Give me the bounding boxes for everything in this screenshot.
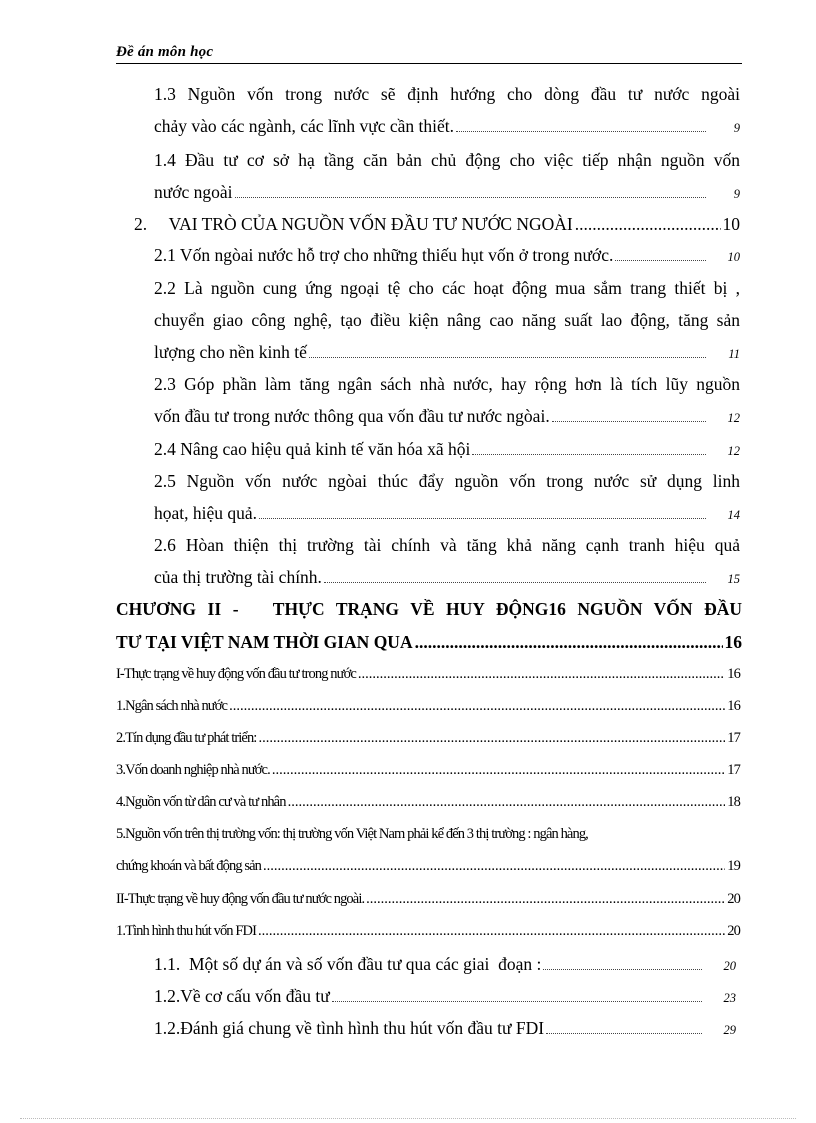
dot-leader [575, 216, 721, 234]
dot-leader [258, 924, 725, 939]
page-number: 17 [727, 762, 740, 778]
page-number: 11 [728, 347, 740, 361]
toc-entry-text: 1.Ngân sách nhà nước [116, 698, 228, 714]
toc-entry-text: chuyển giao công nghệ, tạo điều kiện nâng cao năng suất lao động, tăng sản [154, 310, 740, 330]
dot-leader [259, 517, 706, 519]
dot-leader [324, 581, 706, 583]
page-number: 9 [733, 187, 740, 201]
toc-entry-I-5-line1[interactable] [116, 827, 740, 842]
toc-entry-text: 1.Tình hình thu hút vốn FDI [116, 923, 257, 939]
toc-entry-text: 2.3 Góp phần làm tăng ngân sách nhà nước, hay rộng hơn là tích lũy nguồn [154, 374, 740, 394]
page-number: 12 [727, 444, 740, 458]
page-number: 14 [727, 508, 740, 522]
toc-entry-2-3-line1[interactable] [154, 376, 740, 394]
toc-entry-2-3-line2[interactable] [154, 408, 740, 426]
toc-entry-text: 2. VAI TRÒ CỦA NGUỒN VỐN ĐẦU TƯ NƯỚC NGOÀI [134, 214, 573, 234]
toc-chapter-2-line1[interactable] [116, 601, 742, 619]
toc-entry-II[interactable] [116, 892, 740, 907]
toc-entry-text: lượng cho nền kinh tế [154, 342, 307, 362]
page-header [116, 44, 742, 64]
toc-entry-II-1-3[interactable] [154, 1020, 736, 1038]
toc-entry-1-3-line2[interactable] [154, 118, 740, 136]
page-number: 9 [733, 121, 740, 135]
page-bottom-edge [20, 1118, 796, 1119]
toc-entry-1-3-line1[interactable] [154, 86, 740, 104]
toc-entry-1-4-line1[interactable] [154, 152, 740, 170]
toc-entry-text: I-Thực trạng về huy động vốn đầu tư trong nước [116, 666, 356, 682]
toc-entry-2-6-line2[interactable] [154, 569, 740, 587]
toc-entry-text: 2.6 Hòan thiện thị trường tài chính và tăng khả năng cạnh tranh hiệu quả [154, 535, 740, 555]
toc-entry-2-2-line3[interactable] [154, 344, 740, 362]
dot-leader [235, 196, 706, 198]
toc-entry-2-2-line1[interactable] [154, 280, 740, 298]
toc-entry-text: 2.1 Vốn ngòai nước hỗ trợ cho những thiếu hụt vốn ở trong nước. [154, 245, 614, 265]
toc-entry-text: 1.1. Một số dự án và số vốn đầu tư qua các giai đoạn : [154, 954, 542, 974]
toc-entry-text: 2.5 Nguồn vốn nước ngòai thúc đẩy nguồn vốn trong nước sử dụng linh [154, 471, 740, 491]
page-number: 10 [722, 214, 740, 234]
toc-entry-2-5-line2[interactable] [154, 505, 740, 523]
toc-entry-text: TƯ TẠI VIỆT NAM THỜI GIAN QUA [116, 632, 413, 652]
dot-leader [358, 667, 725, 682]
dot-leader [258, 731, 725, 746]
page-number: 16 [727, 666, 740, 682]
toc-entry-I-2[interactable] [116, 731, 740, 746]
toc-entry-text: 2.4 Nâng cao hiệu quả kinh tế văn hóa xã hội [154, 439, 471, 459]
toc-entry-text: II-Thực trạng về huy động vốn đầu tư nước ngoài. [116, 891, 365, 907]
dot-leader [415, 634, 723, 652]
toc-entry-text: 1.2.Đánh giá chung về tình hình thu hút vốn đầu tư FDI [154, 1018, 545, 1038]
toc-entry-II-1[interactable] [116, 924, 740, 939]
toc-entry-1-4-line2[interactable] [154, 184, 740, 202]
dot-leader [456, 130, 706, 132]
toc-entry-text: chứng khoán và bất động sản [116, 858, 262, 874]
toc-entry-text: 2.2 Là nguồn cung ứng ngoại tệ cho các hoạt động mua sắm trang thiết bị , [154, 278, 740, 298]
dot-leader [272, 763, 725, 778]
dot-leader [366, 892, 725, 907]
toc-entry-I-1[interactable] [116, 699, 740, 714]
toc-entry-text: 3.Vốn doanh nghiệp nhà nước. [116, 762, 270, 778]
toc-entry-text: của thị trường tài chính. [154, 567, 322, 587]
page-number: 20 [723, 959, 736, 973]
toc-entry-I-3[interactable] [116, 763, 740, 778]
page-number: 17 [727, 730, 740, 746]
toc-entry-text: vốn đầu tư trong nước thông qua vốn đầu tư nước ngòai. [154, 406, 550, 426]
toc-entry-text: CHƯƠNG II - THỰC TRẠNG VỀ HUY ĐỘNG16 NGUỒN VỐN ĐẦU [116, 599, 742, 619]
toc-entry-text: 2.Tín dụng đầu tư phát triển: [116, 730, 257, 746]
toc-entry-text: 1.3 Nguồn vốn trong nước sẽ định hướng cho dòng đầu tư nước ngoài [154, 84, 740, 104]
toc-entry-text: họat, hiệu quả. [154, 503, 258, 523]
page-number: 23 [723, 991, 736, 1005]
page-number: 16 [724, 632, 742, 652]
dot-leader [546, 1032, 702, 1034]
toc-entry-text: 4.Nguồn vốn từ dân cư và tư nhân [116, 794, 286, 810]
page-number: 15 [727, 572, 740, 586]
toc-entry-I[interactable] [116, 667, 740, 682]
toc-entry-text: nước ngoài [154, 182, 233, 202]
dot-leader [229, 699, 725, 714]
toc-chapter-2-line2[interactable] [116, 634, 742, 652]
toc-entry-2-4[interactable] [154, 441, 740, 459]
toc-entry-2-2-line2[interactable] [154, 312, 740, 330]
page-number: 12 [727, 411, 740, 425]
toc-entry-text: chảy vào các ngành, các lĩnh vực cần thiết. [154, 116, 455, 136]
toc-entry-II-1-1[interactable] [154, 956, 736, 974]
toc-entry-2[interactable] [134, 216, 740, 234]
page-number: 18 [727, 794, 740, 810]
toc-entry-I-4[interactable] [116, 795, 740, 810]
toc-entry-2-5-line1[interactable] [154, 473, 740, 491]
dot-leader [288, 795, 726, 810]
dot-leader [263, 859, 725, 874]
toc-entry-text: 1.2.Về cơ cấu vốn đầu tư [154, 986, 330, 1006]
toc-entry-text: 5.Nguồn vốn trên thị trường vốn: thị trường vốn Việt Nam phải kể đến 3 thị trường : ngân hàng, [116, 826, 588, 842]
toc-entry-2-1[interactable] [154, 247, 740, 265]
page-number: 10 [727, 250, 740, 264]
dot-leader [472, 453, 706, 455]
page-number: 20 [727, 891, 740, 907]
header-title: Đề án môn học [116, 44, 214, 60]
dot-leader [543, 968, 702, 970]
dot-leader [552, 420, 706, 422]
dot-leader [332, 1000, 702, 1002]
toc-entry-text: 1.4 Đầu tư cơ sở hạ tầng căn bản chủ động cho việc tiếp nhận nguồn vốn [154, 150, 740, 170]
dot-leader [309, 356, 706, 358]
toc-entry-I-5-line2[interactable] [116, 859, 740, 874]
toc-entry-II-1-2[interactable] [154, 988, 736, 1006]
toc-entry-2-6-line1[interactable] [154, 537, 740, 555]
page-number: 16 [727, 698, 740, 714]
dot-leader [615, 259, 706, 261]
page-number: 20 [727, 923, 740, 939]
page-number: 29 [723, 1023, 736, 1037]
page-number: 19 [727, 858, 740, 874]
